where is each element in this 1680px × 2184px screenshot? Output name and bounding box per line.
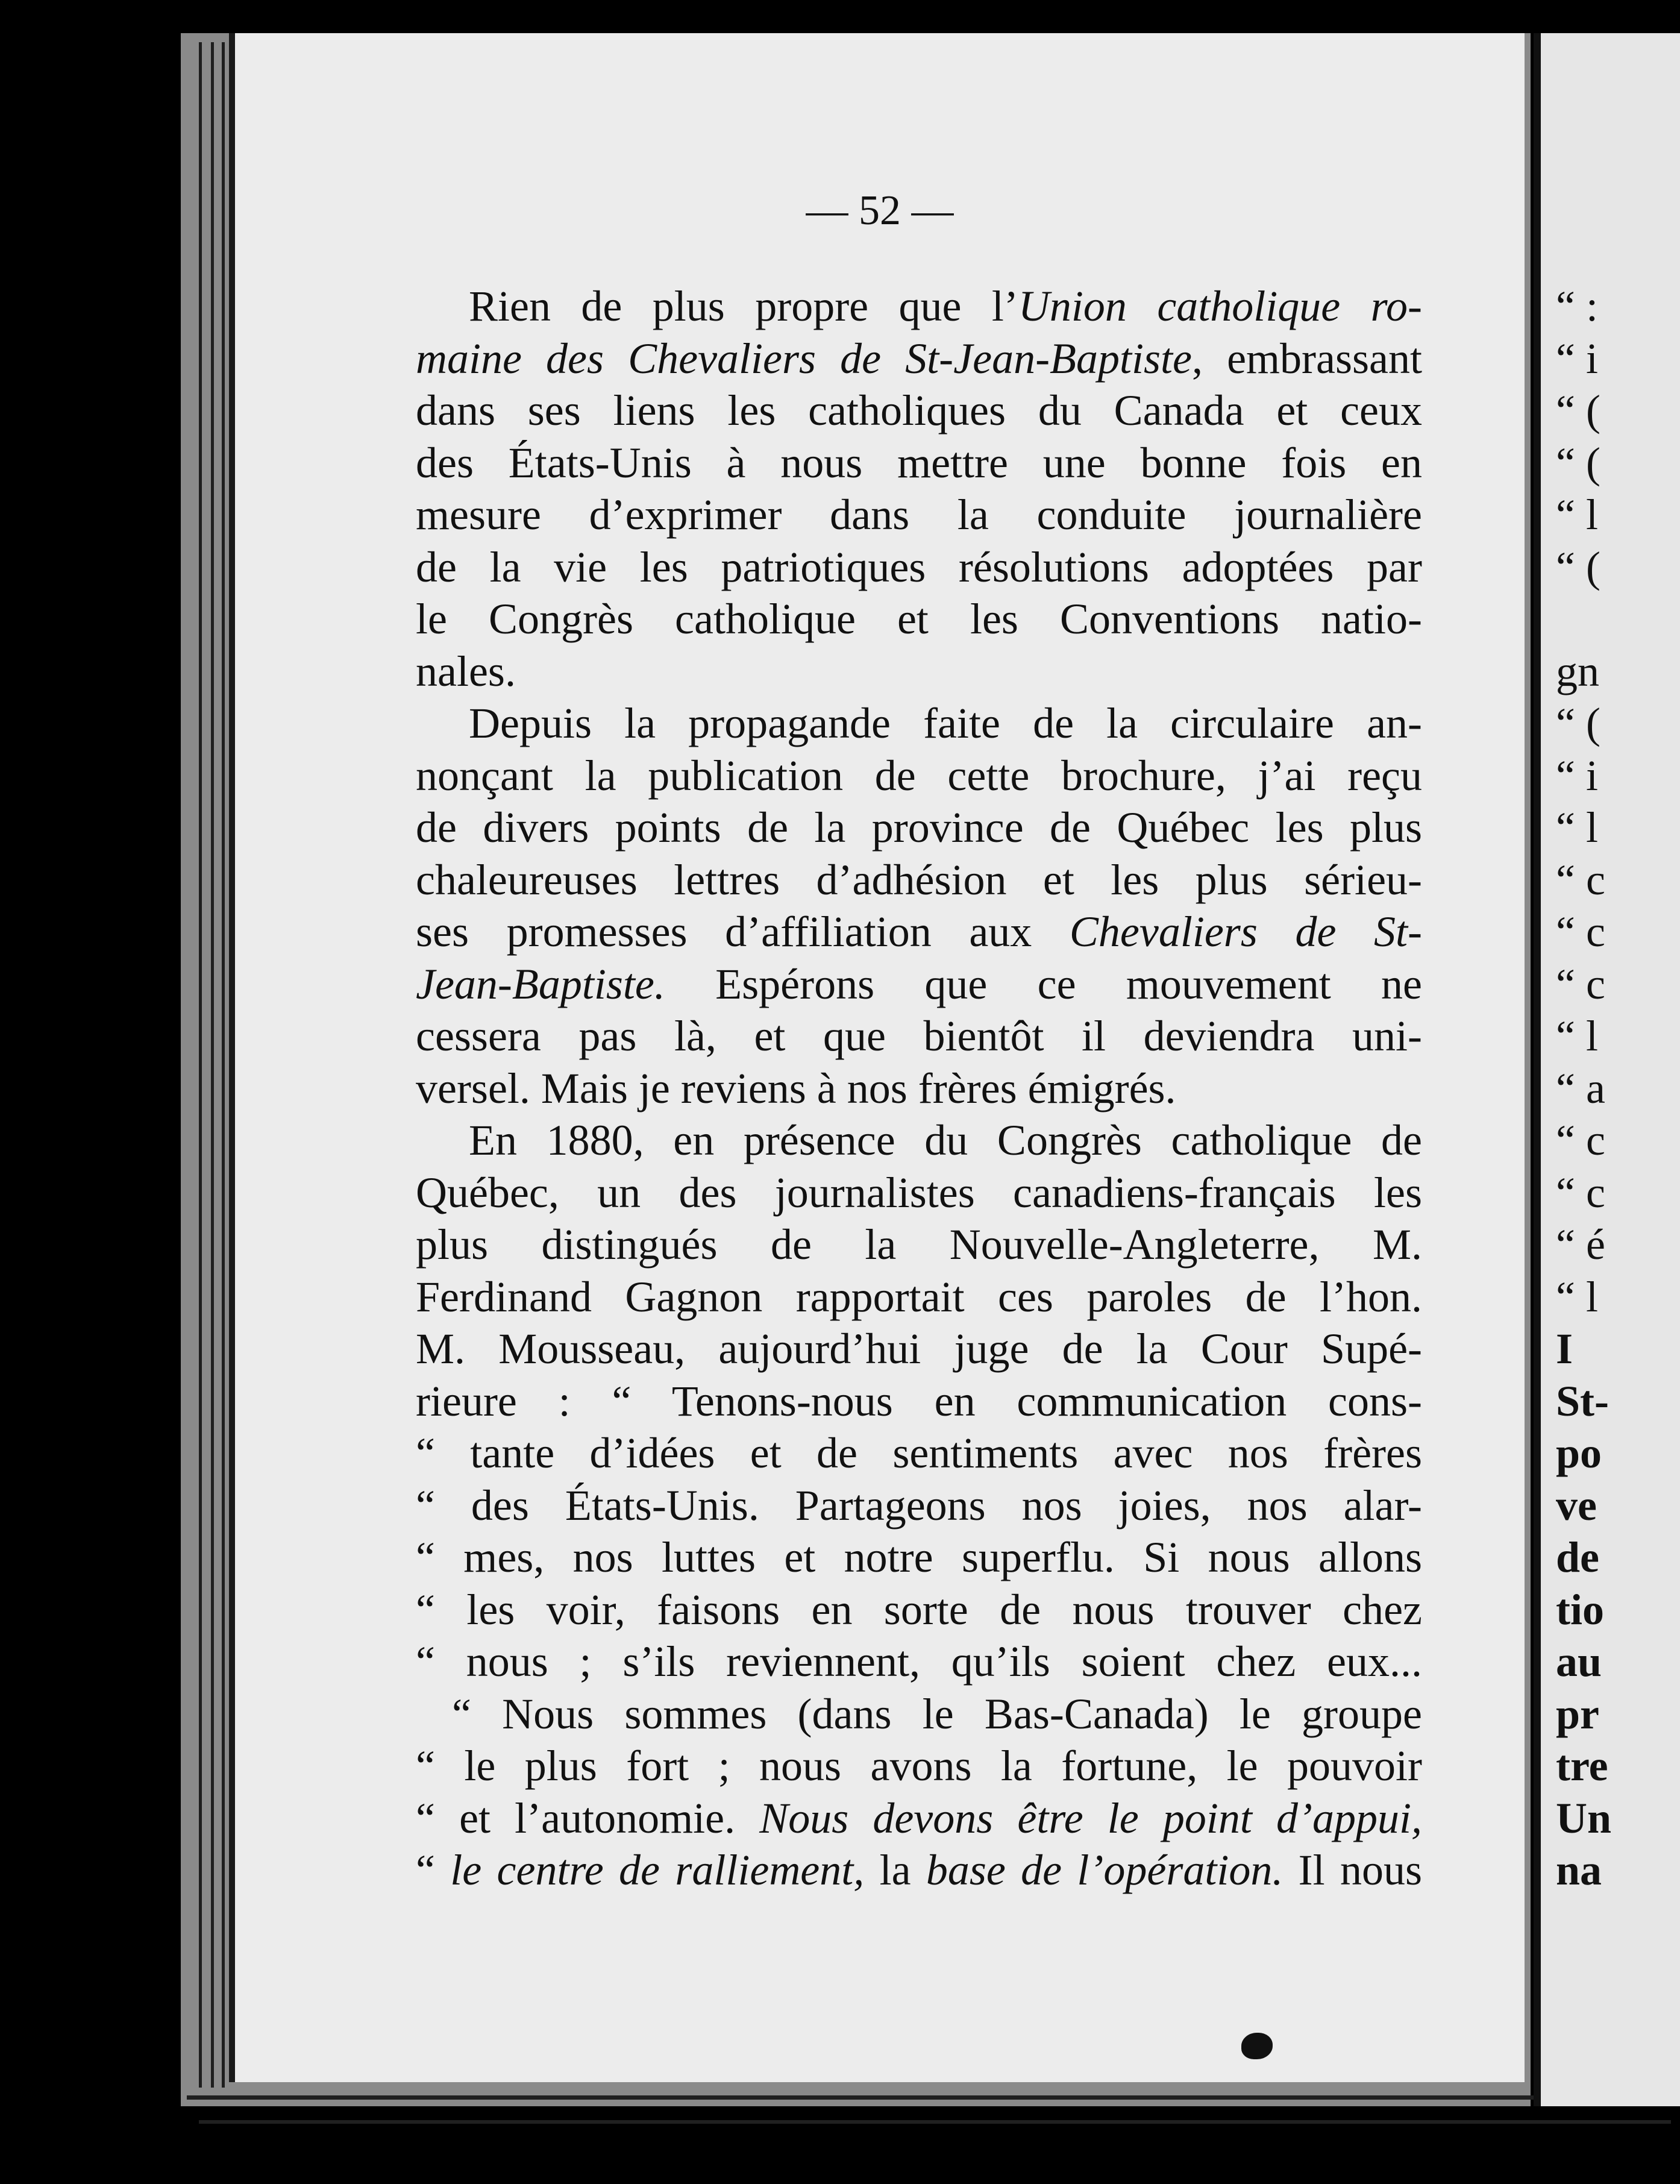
text-run: la [864, 1846, 926, 1894]
right-page-line: Un [1556, 1793, 1612, 1842]
right-page-line: St- [1556, 1376, 1609, 1425]
text-line [416, 1375, 1422, 1428]
text-run: Ferdinand Gagnon rapportait ces paroles de l’hon. [416, 1272, 1422, 1321]
text-run: plus distingués de la Nouvelle-Angleterre, M. [416, 1220, 1422, 1269]
text-run: chaleureuses lettres d’adhésion et les plus sérieu- [416, 855, 1422, 904]
italic-run: Chevaliers de St- [1069, 908, 1422, 956]
text-run: “ mes, nos luttes et notre superflu. Si nous allons [416, 1533, 1422, 1581]
text-line [416, 1531, 1422, 1584]
body-text [416, 280, 1422, 1897]
text-run: “ les voir, faisons en sorte de nous trouver chez [416, 1585, 1422, 1634]
text-run: rieure : “ Tenons-nous en communication cons- [416, 1376, 1422, 1425]
text-line [416, 697, 1422, 750]
right-page-line: ve [1556, 1481, 1597, 1530]
right-page-line: pr [1556, 1689, 1599, 1738]
right-page-line: na [1556, 1846, 1602, 1894]
text-run: cessera pas là, et que bientôt il deviendra uni- [416, 1012, 1422, 1060]
right-page-line: “ ( [1556, 699, 1600, 747]
text-line [416, 280, 1422, 333]
left-page [229, 33, 1525, 2082]
italic-run: Union catholique ro- [1018, 282, 1423, 330]
text-line [416, 1844, 1422, 1897]
text-line [416, 1584, 1422, 1636]
bottom-rule [199, 2120, 1671, 2124]
text-line [416, 1740, 1422, 1792]
text-line [416, 802, 1422, 854]
text-line [416, 1114, 1422, 1167]
text-line [416, 1219, 1422, 1271]
text-run: nonçant la publication de cette brochure, j’ai reçu [416, 751, 1422, 800]
text-line [416, 645, 1422, 698]
text-run: Rien de plus propre que l’ [469, 282, 1018, 330]
page-edge-line [211, 42, 214, 2088]
right-page-line: de [1556, 1533, 1599, 1581]
text-line [416, 1323, 1422, 1375]
italic-run: base de l’opération. [926, 1846, 1284, 1894]
right-page-line: “ i [1556, 334, 1598, 383]
text-line [416, 958, 1422, 1011]
text-run: “ tante d’idées et de sentiments avec nos frères [416, 1429, 1422, 1477]
text-run: nales. [416, 647, 516, 695]
italic-run: le centre de ralliement, [450, 1846, 865, 1894]
right-page-fragment [1534, 33, 1680, 2106]
text-run: Québec, un des journalistes canadiens-français les [416, 1168, 1422, 1217]
text-run: “ le plus fort ; nous avons la fortune, le pouvoir [416, 1742, 1422, 1790]
right-page-line: “ c [1556, 959, 1605, 1008]
text-line [416, 1688, 1422, 1740]
right-page-line: “ l [1556, 1272, 1598, 1321]
right-page-line: “ ( [1556, 542, 1600, 591]
text-run: Depuis la propagande faite de la circulaire an- [469, 699, 1422, 747]
right-page-line: tre [1556, 1742, 1608, 1790]
right-page-line: “ ( [1556, 438, 1600, 487]
text-line [416, 1792, 1422, 1845]
right-page-line: “ c [1556, 855, 1605, 904]
italic-run: maine des Chevaliers de St-Jean-Baptiste [416, 334, 1193, 383]
right-page-line: tio [1556, 1585, 1604, 1634]
text-run: , embrassant [1192, 334, 1422, 383]
text-run: En 1880, en présence du Congrès catholique de [469, 1116, 1422, 1164]
right-page-line: “ : [1556, 282, 1598, 330]
text-line [416, 1636, 1422, 1688]
right-page-line: “ i [1556, 751, 1598, 800]
text-line [416, 1427, 1422, 1480]
right-page-line [1556, 593, 1680, 645]
text-line [416, 906, 1422, 958]
text-run: dans ses liens les catholiques du Canada et ceux [416, 386, 1422, 435]
right-page-line: gn [1556, 647, 1599, 695]
italic-run: Jean-Baptiste. [416, 959, 665, 1008]
text-run: “ Nous sommes (dans le Bas-Canada) le groupe [452, 1689, 1422, 1738]
right-page-text [1556, 280, 1680, 1897]
text-line [416, 1271, 1422, 1323]
text-run: versel. Mais je reviens à nos frères émigrés. [416, 1064, 1176, 1112]
text-line [416, 1480, 1422, 1532]
bottom-rule [187, 2095, 1671, 2100]
text-run: “ des États-Unis. Partageons nos joies, nos alar- [416, 1481, 1422, 1530]
text-run: de divers points de la province de Québec les plus [416, 803, 1422, 852]
text-line [416, 593, 1422, 645]
text-run: “ [416, 1846, 451, 1894]
text-line [416, 854, 1422, 906]
right-page-line: “ l [1556, 803, 1598, 852]
page-edge-line [199, 42, 202, 2088]
right-page-line: “ c [1556, 908, 1605, 956]
text-run: “ et l’autonomie. [416, 1793, 760, 1842]
right-page-line: au [1556, 1637, 1602, 1686]
right-page-line: po [1556, 1429, 1602, 1477]
text-line [416, 333, 1422, 385]
text-line [416, 384, 1422, 437]
italic-run: Nous devons être le point d’appui, [759, 1793, 1422, 1842]
text-run: Espérons que ce mouvement ne [665, 959, 1422, 1008]
text-run: M. Mousseau, aujourd’hui juge de la Cour Supé- [416, 1325, 1422, 1373]
text-line [416, 489, 1422, 541]
right-page-line: “ l [1556, 491, 1598, 539]
text-run: le Congrès catholique et les Conventions natio- [416, 595, 1422, 643]
text-run: mesure d’exprimer dans la conduite journalière [416, 491, 1422, 539]
text-run: “ nous ; s’ils reviennent, qu’ils soient chez eux... [416, 1637, 1422, 1686]
text-line [416, 541, 1422, 594]
right-page-line: “ a [1556, 1064, 1605, 1112]
text-line [416, 750, 1422, 802]
page-number: — 52 — [806, 187, 954, 234]
text-line [416, 437, 1422, 489]
right-page-line: “ c [1556, 1116, 1605, 1164]
right-page-line: I [1556, 1325, 1573, 1373]
text-line [416, 1010, 1422, 1062]
text-run: des États-Unis à nous mettre une bonne fois en [416, 438, 1422, 487]
ink-blot [1241, 2033, 1273, 2059]
right-page-line: “ l [1556, 1012, 1598, 1060]
right-page-line: “ ( [1556, 386, 1600, 435]
text-run: Il nous [1283, 1846, 1422, 1894]
right-page-line: “ é [1556, 1220, 1605, 1269]
right-page-line: “ c [1556, 1168, 1605, 1217]
text-line [416, 1167, 1422, 1219]
page-edge-line [222, 42, 225, 2088]
text-run: de la vie les patriotiques résolutions adoptées par [416, 542, 1422, 591]
text-run: ses promesses d’affiliation aux [416, 908, 1070, 956]
text-line [416, 1062, 1422, 1115]
